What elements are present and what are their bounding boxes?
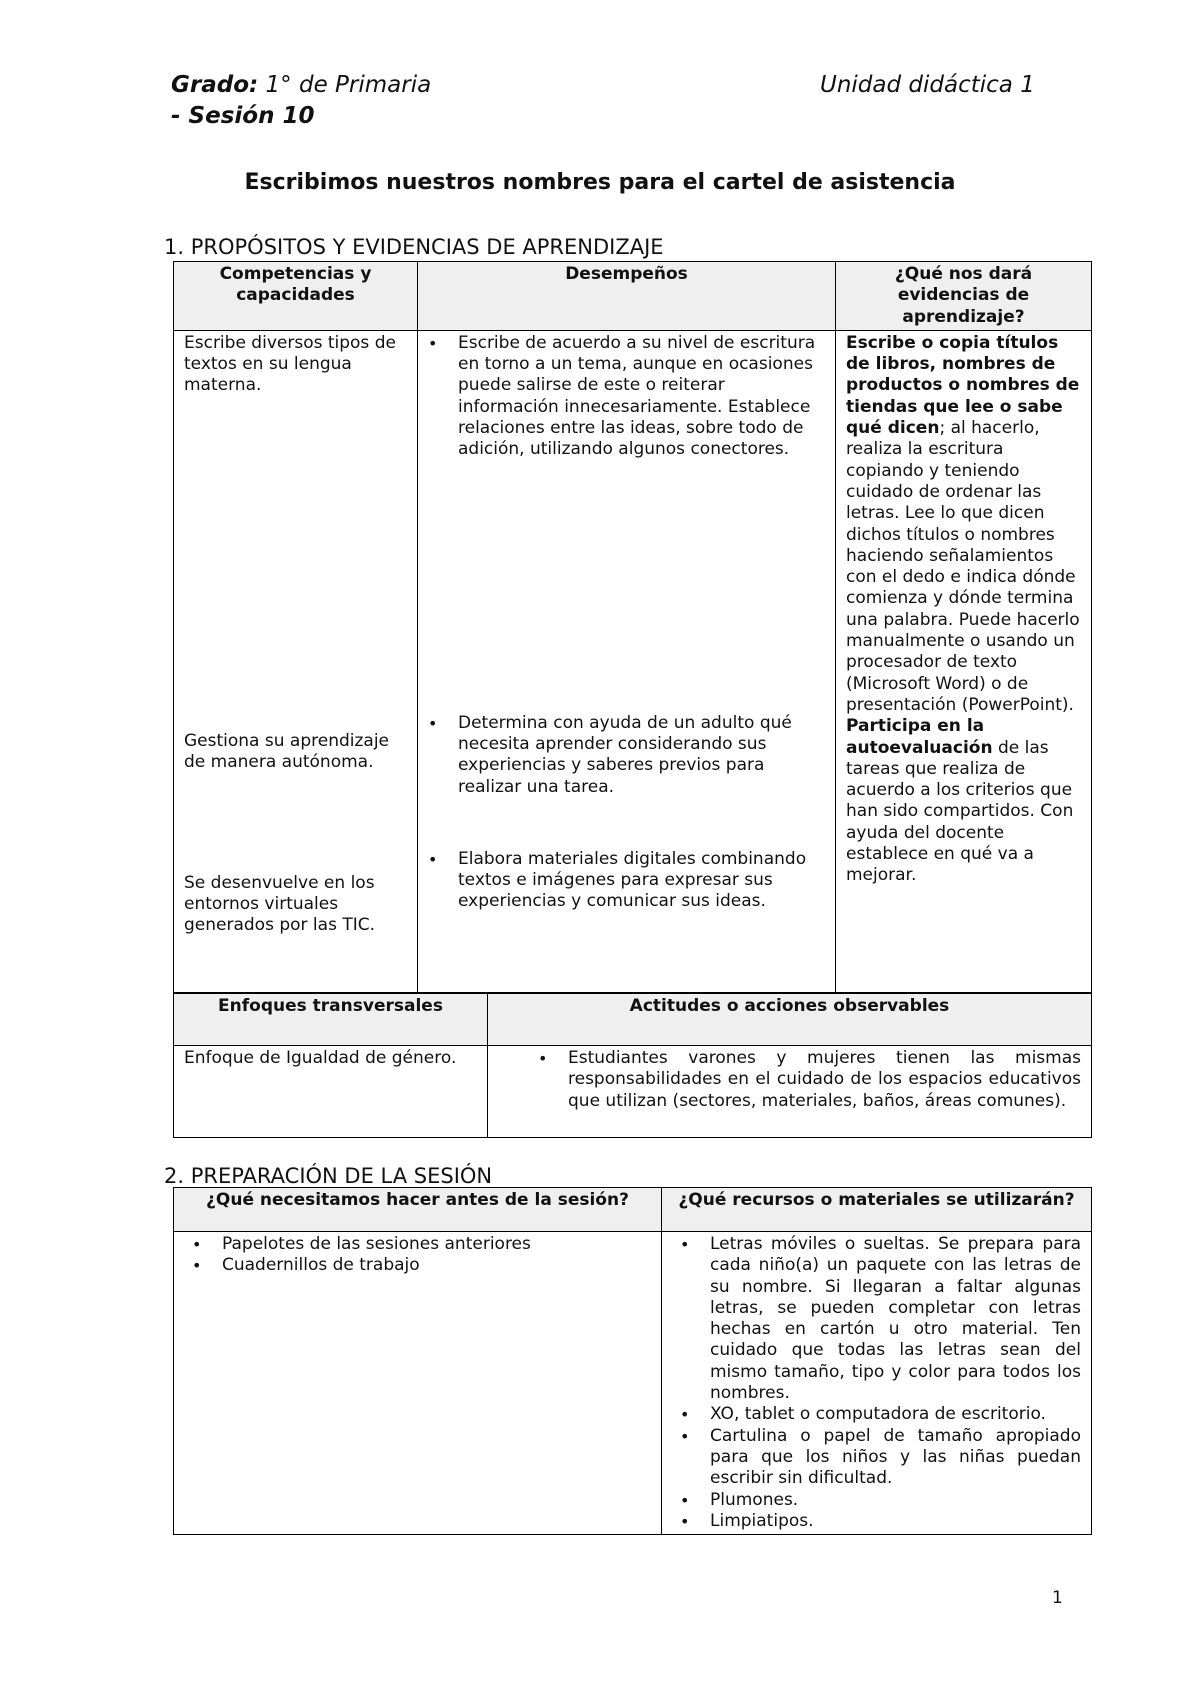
grado-value: 1° de Primaria xyxy=(258,72,432,98)
preparacion-table xyxy=(173,1187,1092,1535)
page-title: Escribimos nuestros nombres para el cartel de asistencia xyxy=(244,170,956,195)
antes-item-1: • Papelotes de las sesiones anteriores xyxy=(222,1234,651,1255)
antes-item-2: • Cuadernillos de trabajo xyxy=(222,1255,651,1276)
section1-heading: 1. PROPÓSITOS Y EVIDENCIAS DE APRENDIZAJE xyxy=(164,235,664,259)
evidencias-cell xyxy=(836,330,1092,992)
recurso-item-2: • XO, tablet o computadora de escritorio. xyxy=(710,1404,1081,1425)
section2-heading: 2. PREPARACIÓN DE LA SESIÓN xyxy=(164,1164,493,1188)
desempenos-cell xyxy=(418,330,836,992)
enfoques-table xyxy=(173,993,1092,1138)
competencias-cell xyxy=(174,330,418,992)
col-actitudes-header: Actitudes o acciones observables xyxy=(488,994,1092,1046)
actitudes-cell xyxy=(488,1046,1092,1138)
grado-label: Grado: xyxy=(171,72,259,98)
unidad-header: Unidad didáctica 1 xyxy=(820,72,1035,98)
col-enfoques-header: Enfoques transversales xyxy=(174,994,488,1046)
desempeno-2: • Determina con ayuda de un adulto qué necesita aprender considerando sus experiencias y saberes previos para realizar una tarea. xyxy=(458,713,827,798)
desempeno-3: • Elabora materiales digitales combinando textos e imágenes para expresar sus experiencias y comunicar sus ideas. xyxy=(458,849,827,913)
actitud-1: • Estudiantes varones y mujeres tienen las mismas responsabilidades en el cuidado de los espacios educativos que utilizan (sectores, materiales, baños, áreas comunes). xyxy=(568,1048,1081,1112)
antes-cell xyxy=(174,1232,662,1535)
evidencia-1-text: ; al hacerlo, realiza la escritura copiando y teniendo cuidado de ordenar las letras. Lee lo que dicen dichos títulos o nombres haciendo señalamientos con el dedo e indica dónde comienza y dónde termina una palabra. Puede hacerlo manualmente o usando un procesador de texto (Microsoft Word) o de presentación (PowerPoint). xyxy=(846,418,1080,715)
sesion-header: - Sesión 10 xyxy=(171,103,315,129)
enfoque-cell: Enfoque de Igualdad de género. xyxy=(174,1046,488,1138)
competencia-3: Se desenvuelve en los entornos virtuales generados por las TIC. xyxy=(184,872,376,936)
col-evidencias-header: ¿Qué nos dará evidencias de aprendizaje? xyxy=(836,262,1092,331)
col-desempenos-header: Desempeños xyxy=(418,262,836,331)
recurso-item-4: • Plumones. xyxy=(710,1490,1081,1511)
recurso-item-1: • Letras móviles o sueltas. Se prepara para cada niño(a) un paquete con las letras de su nombre. Si llegaran a faltar algunas letras, se pueden completar con letras hechas en cartón u otro material. Ten cuidado que todas las letras sean del mismo tamaño, tipo y color para todos los nombres. xyxy=(710,1234,1081,1404)
recurso-item-5: • Limpiatipos. xyxy=(710,1511,1081,1532)
evidencia-1-bold: Escribe o copia títulos de libros, nombres de productos o nombres de tiendas que lee o sabe qué dicen xyxy=(846,332,1080,439)
competencia-1: Escribe diversos tipos de textos en su lengua materna. xyxy=(184,332,396,396)
col-recursos-header: ¿Qué recursos o materiales se utilizarán? xyxy=(662,1188,1092,1232)
evidencia-2 xyxy=(846,716,1081,886)
competencia-2: Gestiona su aprendizaje de manera autónoma. xyxy=(184,730,390,773)
col-antes-header: ¿Qué necesitamos hacer antes de la sesión? xyxy=(174,1188,662,1232)
recurso-item-3: • Cartulina o papel de tamaño apropiado para que los niños y las niñas puedan escribir sin dificultad. xyxy=(710,1426,1081,1490)
evidencia-2-bold: Participa en la autoevaluación xyxy=(846,716,993,758)
page-number: 1 xyxy=(1052,1588,1063,1608)
evidencia-1 xyxy=(846,333,1081,716)
grado-header xyxy=(171,70,431,100)
propositos-table xyxy=(173,261,1092,993)
col-competencias-header: Competencias y capacidades xyxy=(174,262,418,331)
evidencia-2-text: de las tareas que realiza de acuerdo a los criterios que han sido compartidos. Con ayuda del docente establece en qué va a mejorar. xyxy=(846,737,1074,886)
desempeno-1: • Escribe de acuerdo a su nivel de escritura en torno a un tema, aunque en ocasiones puede salirse de este o reiterar información innecesariamente. Establece relaciones entre las ideas, sobre todo de adición, utilizando algunos conectores. xyxy=(458,333,825,461)
recursos-cell xyxy=(662,1232,1092,1535)
